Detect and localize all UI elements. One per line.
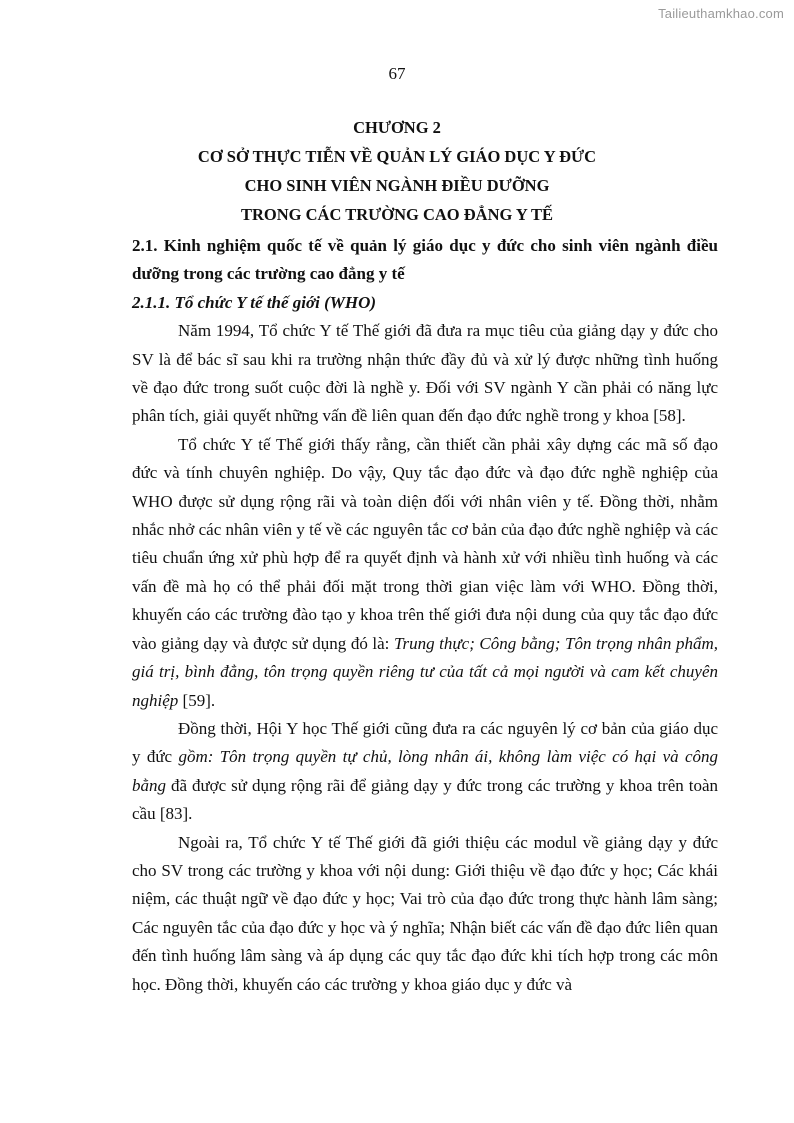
paragraph-3-italic: gồm: Tôn trọng quyền tự chủ, lòng nhân ái, không làm việc có hại và công bằng: [132, 747, 719, 795]
paragraph-2: [132, 431, 718, 715]
chapter-title-line-1: CƠ SỞ THỰC TIỄN VỀ QUẢN LÝ GIÁO DỤC Y ĐỨC: [197, 147, 597, 166]
paragraph-2-text: Tổ chức Y tế Thế giới thấy rằng, cần thiết cần phải xây dựng các mã số đạo đức và tính chuyên nghiệp. Do vậy, Quy tắc đạo đức và đạo đức nghề nghiệp của WHO được sử dụng rộng rãi và toàn diện đối với nhân viên y tế. Đồng thời, nhằm nhắc nhở các nhân viên y tế về các nguyên tắc cơ bản của đạo đức nghề nghiệp và các tiêu chuẩn ứng xử phù hợp để ra quyết định và hành xử với nhiều tình huống và các vấn đề mà họ có thể phải đối mặt trong thời gian việc làm với WHO. Đồng thời, khuyến cáo các trường đào tạo y khoa trên thế giới đưa nội dung của quy tắc đạo đức vào giảng dạy và được sử dụng đó là:: [132, 434, 718, 653]
paragraph-2-italic: Trung thực; Công bằng; Tôn trọng nhân phẩm, giá trị, bình đẳng, tôn trọng quyền riêng tư của tất cả mọi người và cam kết chuyên nghiệp: [132, 633, 718, 710]
paragraph-4: Ngoài ra, Tổ chức Y tế Thế giới đã giới thiệu các modul về giảng dạy y đức cho SV trong các trường y khoa với nội dung: Giới thiệu về đạo đức y học; Các khái niệm, các thuật ngữ về đạo đức y học; Vai trò của đạo đức trong thực hành lâm sàng; Các nguyên tắc của đạo đức y học và ý nghĩa; Nhận biết các vấn đề đạo đức liên quan đến tình huống lâm sàng và áp dụng các quy tắc đạo đức khi tích hợp trong các môn học. Đồng thời, khuyến cáo các trường y khoa giáo dục y đức và: [132, 832, 718, 994]
page-number: 67: [388, 64, 406, 83]
section-title-2-1: 2.1. Kinh nghiệm quốc tế về quản lý giáo dục y đức cho sinh viên ngành điều dưỡng trong các trường cao đẳng y tế: [132, 236, 718, 284]
chapter-label: CHƯƠNG 2: [353, 118, 441, 137]
document-body: [132, 232, 718, 999]
watermark: Tailieuthamkhao.com: [658, 6, 784, 21]
paragraph-3-text: Đồng thời, Hội Y học Thế giới cũng đưa ra các nguyên lý cơ bản của giáo dục y đức: [132, 718, 718, 767]
paragraph-3-end: đã được sử dụng rộng rãi để giảng dạy y đức trong các trường y khoa trên toàn cầu [83].: [132, 775, 718, 824]
paragraph-1: Năm 1994, Tổ chức Y tế Thế giới đã đưa ra mục tiêu của giảng dạy y đức cho SV là để bác sĩ sau khi ra trường nhận thức đầy đủ và xử lý được những tình huống về đạo đức trong suốt cuộc đời là nghề y. Đối với SV ngành Y cần phải có năng lực phân tích, giải quyết những vấn đề liên quan đến đạo đức nghề trong y khoa [58].: [132, 321, 718, 426]
chapter-title-line-2: CHO SINH VIÊN NGÀNH ĐIỀU DƯỠNG: [244, 176, 550, 195]
section-title-2-1-1: 2.1.1. Tổ chức Y tế thế giới (WHO): [132, 292, 377, 312]
chapter-title-line-3: TRONG CÁC TRƯỜNG CAO ĐẲNG Y TẾ: [241, 205, 553, 224]
chapter-heading: [0, 113, 794, 229]
paragraph-2-citation: [59].: [178, 690, 216, 710]
paragraph-3: [132, 715, 718, 829]
